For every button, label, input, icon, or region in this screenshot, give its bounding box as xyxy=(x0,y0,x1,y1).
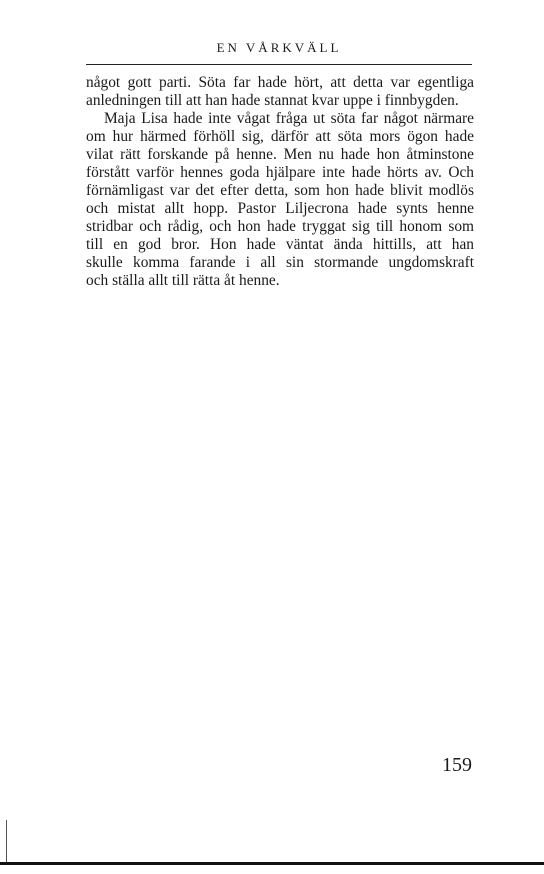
text-line: skulle komma farande i all sin stormande ungdomskraft xyxy=(86,254,474,271)
page-edge-line xyxy=(6,820,7,864)
text-line: förnämligast var det efter detta, som hon hade blivit modlös xyxy=(86,182,474,199)
running-head: EN VÅRKVÄLL xyxy=(216,40,342,55)
text-line: något gott parti. Söta far hade hört, att detta var egentliga xyxy=(86,74,474,91)
text-line: om hur härmed förhöll sig, därför att söta mors ögon hade xyxy=(86,128,474,145)
bottom-edge-rule xyxy=(0,862,544,865)
text-line: Maja Lisa hade inte vågat fråga ut söta far något närmare xyxy=(104,110,474,127)
text-line: stridbar och rådig, och hon hade tryggat sig till honom som xyxy=(86,218,474,235)
text-line: och mistat allt hopp. Pastor Liljecrona hade synts henne xyxy=(86,200,474,217)
page-number: 159 xyxy=(442,754,472,776)
text-line: och ställa allt till rätta åt henne. xyxy=(86,272,280,289)
body-text xyxy=(86,74,474,290)
text-line: anledningen till att han hade stannat kvar uppe i finnbygden. xyxy=(86,92,459,109)
text-line: vilat rätt forskande på henne. Men nu hade hon åtminstone xyxy=(86,146,474,163)
text-line: förstått varför hennes goda hjälpare inte hade hörts av. Och xyxy=(86,164,474,181)
header-rule xyxy=(86,64,472,65)
text-line: till en god bror. Hon hade väntat ända hittills, att han xyxy=(86,236,474,253)
